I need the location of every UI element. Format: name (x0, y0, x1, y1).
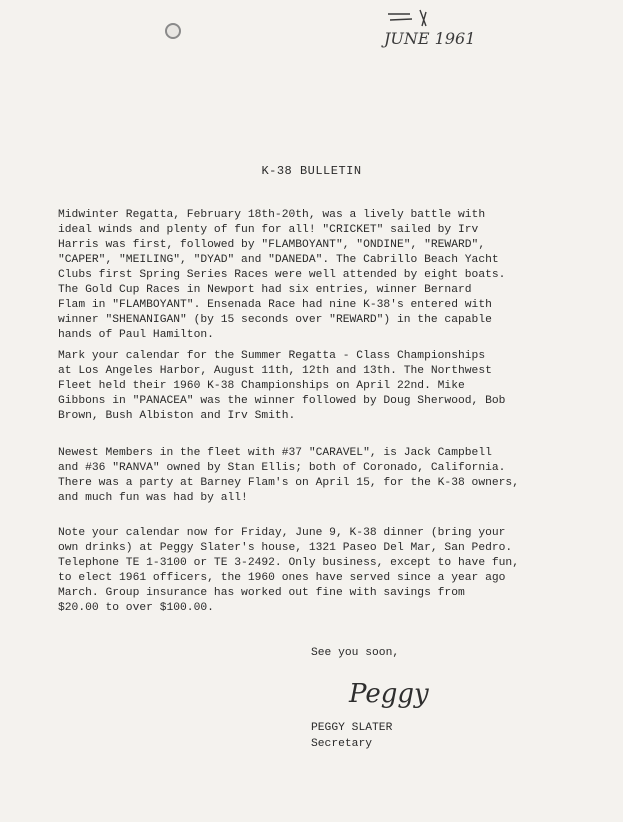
paragraph-line: Newest Members in the fleet with #37 "CARAVEL", is Jack Campbell (58, 447, 492, 459)
paragraph-line: Flam in "FLAMBOYANT". Ensenada Race had nine K-38's entered with (58, 299, 492, 311)
paragraph-line: and #36 "RANVA" owned by Stan Ellis; both of Coronado, California. (58, 462, 506, 474)
handwritten-date-text: JUNE 1961 (384, 29, 476, 48)
closing-line: See you soon, (311, 647, 400, 659)
paragraph-line: Harris was first, followed by "FLAMBOYANT", "ONDINE", "REWARD", (58, 239, 486, 251)
paragraph-line: and much fun was had by all! (58, 492, 248, 504)
paragraph-line: There was a party at Barney Flam's on April 15, for the K-38 owners, (58, 477, 519, 489)
page-title: K-38 BULLETIN (261, 164, 362, 178)
paragraph-summer-regatta (58, 349, 578, 424)
paragraph-line: own drinks) at Peggy Slater's house, 1321 Paseo Del Mar, San Pedro. (58, 542, 513, 554)
paragraph-line: ideal winds and plenty of fun for all! "CRICKET" sailed by Irv (58, 224, 479, 236)
paragraph-line: $20.00 to over $100.00. (58, 602, 214, 614)
paragraph-new-members (58, 446, 578, 506)
paragraph-line: Brown, Bush Albiston and Irv Smith. (58, 410, 296, 422)
signer-title: Secretary (311, 738, 373, 750)
paragraph-line: Note your calendar now for Friday, June 9, K-38 dinner (bring your (58, 527, 506, 539)
paragraph-line: Clubs first Spring Series Races were well attended by eight boats. (58, 269, 506, 281)
paragraph-line: March. Group insurance has worked out fine with savings from (58, 587, 465, 599)
paragraph-line: Midwinter Regatta, February 18th-20th, was a lively battle with (58, 209, 486, 221)
paragraph-regatta-results (58, 208, 578, 343)
paragraph-line: at Los Angeles Harbor, August 11th, 12th and 13th. The Northwest (58, 365, 492, 377)
punch-hole (165, 23, 181, 39)
paragraph-line: Gibbons in "PANACEA" was the winner followed by Doug Sherwood, Bob (58, 395, 506, 407)
paragraph-line: Telephone TE 1-3100 or TE 3-2492. Only business, except to have fun, (58, 557, 519, 569)
signer-name: PEGGY SLATER (311, 722, 393, 734)
handwritten-date (380, 6, 520, 54)
paragraph-line: Mark your calendar for the Summer Regatta - Class Championships (58, 350, 486, 362)
paragraph-line: winner "SHENANIGAN" (by 15 seconds over "REWARD") in the capable (58, 314, 492, 326)
paragraph-line: "CAPER", "MEILING", "DYAD" and "DANEDA". The Cabrillo Beach Yacht (58, 254, 499, 266)
svg-text:Peggy: Peggy (349, 679, 429, 709)
paragraph-line: Fleet held their 1960 K-38 Championships on April 22nd. Mike (58, 380, 465, 392)
paragraph-dinner-notice (58, 526, 578, 616)
paragraph-line: to elect 1961 officers, the 1960 ones have served since a year ago (58, 572, 506, 584)
paragraph-line: hands of Paul Hamilton. (58, 329, 214, 341)
paragraph-line: The Gold Cup Races in Newport had six entries, winner Bernard (58, 284, 472, 296)
handwritten-signature (345, 668, 465, 718)
